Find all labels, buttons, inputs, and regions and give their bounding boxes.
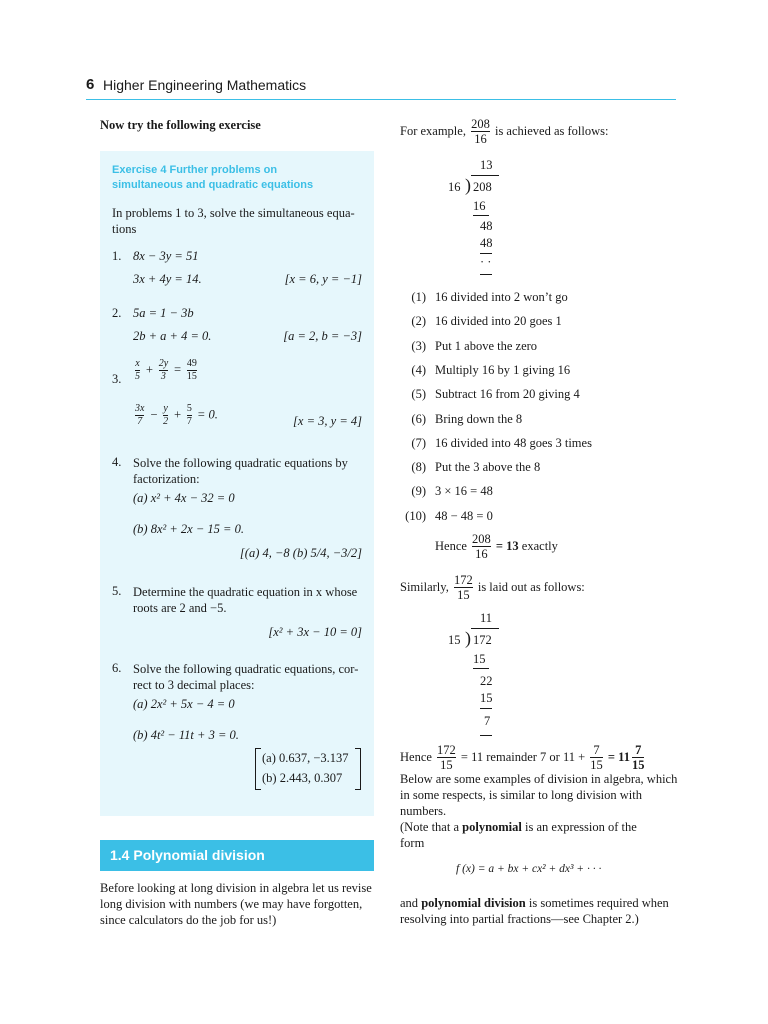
para-line: form xyxy=(400,836,425,850)
hence2-frac-num: 7 xyxy=(593,743,600,757)
problem-5-line: roots are 2 and −5. xyxy=(133,601,227,615)
step-text: 48 − 48 = 0 xyxy=(435,508,493,523)
final-bold: polynomial division xyxy=(421,896,526,910)
problem-5-line: Determine the quadratic equation in x whose xyxy=(133,585,358,599)
exercise-title-line: Exercise 4 Further problems on xyxy=(112,164,278,176)
hence-denominator: 16 xyxy=(472,546,491,561)
hence-result-2 xyxy=(400,744,646,772)
similarly-denominator: 15 xyxy=(454,587,473,602)
hence2-bold-num: 7 xyxy=(635,743,642,757)
hence-tail: exactly xyxy=(521,539,558,553)
step-number: (3) xyxy=(411,338,426,353)
step-text: 16 divided into 48 goes 3 times xyxy=(435,435,592,450)
algebra-paragraph xyxy=(400,771,680,851)
problem-2-answer: [a = 2, b = −3] xyxy=(283,329,362,343)
final-line xyxy=(400,895,680,911)
problem-6-text xyxy=(133,661,358,693)
hence2-whole: = 11 xyxy=(607,750,630,764)
problem-6-answer xyxy=(255,748,361,790)
step-number: (7) xyxy=(411,435,426,450)
similarly-tail: is laid out as follows: xyxy=(477,580,585,594)
ld2-dividend: 172 xyxy=(473,633,492,647)
exercise-intro xyxy=(112,205,355,237)
problem-3-number: 3. xyxy=(112,372,122,386)
ld1-dividend: 208 xyxy=(473,180,492,194)
section-heading-bar xyxy=(100,840,374,871)
ld2-step-line: 15 xyxy=(473,652,486,666)
problem-6-answer-b: (b) 2.443, 0.307 xyxy=(262,771,343,785)
example-intro-text: For example, xyxy=(400,124,466,138)
ld2-divisor: 15 xyxy=(448,633,461,647)
problem-5-text xyxy=(133,584,357,616)
similarly-text: Similarly, xyxy=(400,580,449,594)
example-tail: is achieved as follows: xyxy=(494,124,609,138)
example-intro xyxy=(400,118,608,146)
example-denominator: 16 xyxy=(471,131,490,146)
ld1-step-line: 48 xyxy=(480,236,493,250)
step-text: Put the 3 above the 8 xyxy=(435,460,541,475)
exercise-box xyxy=(100,151,374,816)
para-text: is an expression of the xyxy=(525,820,637,834)
ld1-bracket: ) xyxy=(465,175,471,195)
ld2-quotient: 11 xyxy=(480,611,493,625)
similarly-numerator: 172 xyxy=(453,573,473,587)
exercise-title-line: simultaneous and quadratic equations xyxy=(112,179,314,191)
problem-6-line: Solve the following quadratic equations, cor- xyxy=(133,662,359,676)
problem-5-number: 5. xyxy=(112,584,122,598)
step-text: Subtract 16 from 20 giving 4 xyxy=(435,387,580,402)
page-number: 6 xyxy=(86,76,95,93)
hence2-bold-den: 15 xyxy=(631,758,645,773)
problem-1-answer: [x = 6, y = −1] xyxy=(284,272,362,286)
hence2-denominator: 15 xyxy=(437,757,456,772)
ld1-step-line: 48 xyxy=(480,219,493,233)
step-number: (9) xyxy=(411,484,426,499)
para-line xyxy=(400,819,680,835)
problem-4-line: Solve the following quadratic equations by xyxy=(133,456,348,470)
exercise-title xyxy=(112,163,313,193)
long-division-208-by-16 xyxy=(443,155,503,285)
step-number: (2) xyxy=(411,314,426,329)
problem-1-eq1: 8x − 3y = 51 xyxy=(133,249,199,263)
step-text: Bring down the 8 xyxy=(435,411,523,426)
problem-5-answer: [x² + 3x − 10 = 0] xyxy=(268,625,362,639)
hence-value: = 13 xyxy=(495,539,519,553)
ld1-step-line: · · xyxy=(480,255,492,269)
polynomial-formula: f (x) = a + bx + cx² + dx³ + · · · xyxy=(456,863,602,875)
problem-4-answer: [(a) 4, −8 (b) 5/4, −3/2] xyxy=(239,546,362,560)
step-number: (4) xyxy=(411,362,426,377)
step-text: Multiply 16 by 1 giving 16 xyxy=(435,362,571,377)
step-number: (5) xyxy=(411,387,426,402)
body-line: Before looking at long division in algebra let us revise xyxy=(100,881,372,895)
ld2-bracket: ) xyxy=(465,628,471,648)
problem-4-a: (a) x² + 4x − 32 = 0 xyxy=(133,491,235,505)
step-number: (6) xyxy=(411,411,426,426)
problem-3-answer: [x = 3, y = 4] xyxy=(293,414,362,428)
step-number: (8) xyxy=(411,460,426,475)
problem-4-line: factorization: xyxy=(133,472,200,486)
hence-result-1 xyxy=(435,533,558,561)
intro-line: In problems 1 to 3, solve the simultaneous equa- xyxy=(112,206,355,220)
problem-4-text xyxy=(133,455,348,487)
header-rule xyxy=(86,99,676,100)
final-text: is sometimes required when xyxy=(528,896,669,910)
example-numerator: 208 xyxy=(471,117,490,131)
hence-label: Hence xyxy=(435,539,467,553)
problem-6-a: (a) 2x² + 5x − 4 = 0 xyxy=(133,697,235,711)
problem-6-line: rect to 3 decimal places: xyxy=(133,678,255,692)
problem-6-b: (b) 4t² − 11t + 3 = 0. xyxy=(133,728,239,742)
problem-1-number: 1. xyxy=(112,249,122,263)
step-text: 3 × 16 = 48 xyxy=(435,484,493,499)
step-text: Put 1 above the zero xyxy=(435,338,538,353)
para-text: (Note that a xyxy=(400,820,460,834)
body-line: since calculators do the job for us!) xyxy=(100,913,277,927)
step-text: 16 divided into 2 won’t go xyxy=(435,290,568,304)
problem-6-answer-a: (a) 0.637, −3.137 xyxy=(262,751,349,765)
section-title: 1.4 Polynomial division xyxy=(110,847,265,863)
intro-line: tions xyxy=(112,222,137,236)
ld1-quotient: 13 xyxy=(480,158,493,172)
problem-4-b: (b) 8x² + 2x − 15 = 0. xyxy=(133,522,244,536)
final-text: and xyxy=(400,896,419,910)
hence2-label: Hence xyxy=(400,750,432,764)
hence2-numerator: 172 xyxy=(437,743,456,757)
final-paragraph xyxy=(400,895,680,927)
body-line: long division with numbers (we may have forgotten, xyxy=(100,897,363,911)
problem-3-eq2: $\frac{3x}{7}$ − $\frac{y}{2}$ + $\frac{5}{7}$ = 0. xyxy=(135,403,218,427)
step-number: (10) xyxy=(405,508,426,523)
similarly-intro xyxy=(400,574,585,602)
long-division-172-by-15 xyxy=(443,608,503,738)
problem-1-eq2: 3x + 4y = 14. xyxy=(133,272,202,286)
now-try-heading: Now try the following exercise xyxy=(100,118,261,132)
section-body xyxy=(100,880,378,928)
steps-list xyxy=(400,290,680,535)
step-number: (1) xyxy=(411,290,426,304)
problem-4-number: 4. xyxy=(112,455,122,469)
ld1-step-line: 16 xyxy=(473,199,486,213)
problem-2-eq2: 2b + a + 4 = 0. xyxy=(133,329,212,343)
problem-2-eq1: 5a = 1 − 3b xyxy=(133,306,194,320)
para-bold: polynomial xyxy=(462,820,522,834)
step-text: 16 divided into 20 goes 1 xyxy=(435,314,562,329)
problem-6-number: 6. xyxy=(112,661,122,675)
final-line: resolving into partial fractions—see Chapter 2.) xyxy=(400,912,639,926)
para-line: Below are some examples of division in algebra, which xyxy=(400,772,678,786)
hence-numerator: 208 xyxy=(472,532,491,546)
para-line: in some respects, is similar to long division with xyxy=(400,788,642,802)
ld2-step-line: 22 xyxy=(480,674,493,688)
hence2-frac-den: 15 xyxy=(590,758,603,773)
ld1-divisor: 16 xyxy=(448,180,461,194)
running-head: Higher Engineering Mathematics xyxy=(103,77,307,93)
problem-2-number: 2. xyxy=(112,306,122,320)
hence2-text: = 11 remainder 7 or 11 + xyxy=(460,750,586,764)
problem-3-eq1: $\frac{x}{5}$ + $\frac{2y}{3}$ = $\frac{49}{15}$ xyxy=(135,358,197,382)
ld2-step-line: 15 xyxy=(480,691,493,705)
para-line: numbers. xyxy=(400,804,447,818)
ld2-step-line: 7 xyxy=(484,714,491,728)
